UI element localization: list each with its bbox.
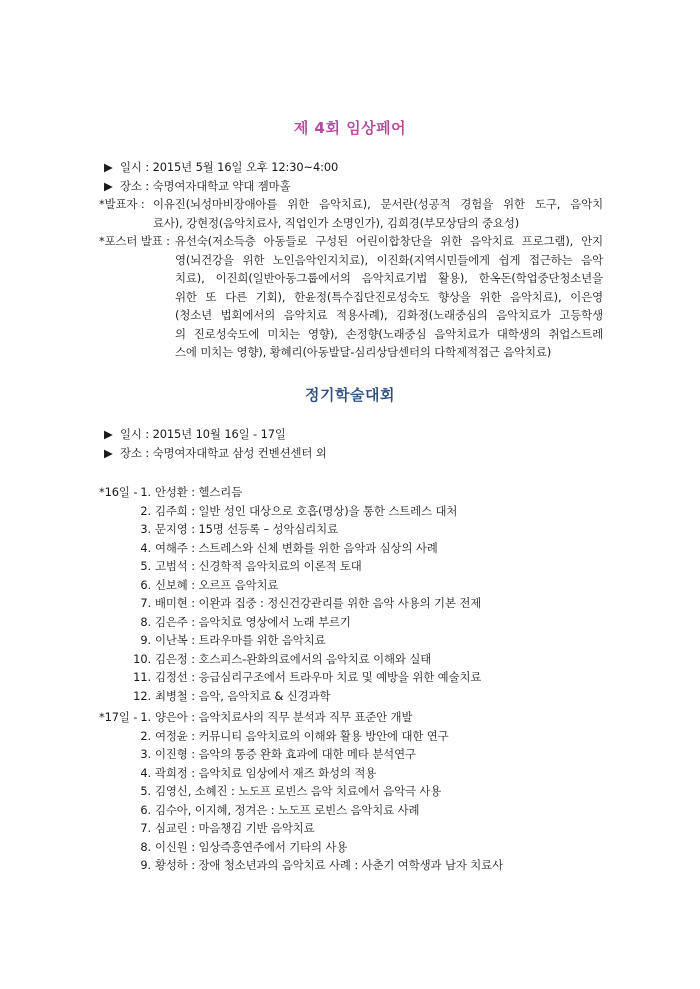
- poster-line: 의 진로성숙도에 미치는 영향), 손정향(노래중심 음악치료가 대학생의 취업스트레: [175, 326, 603, 341]
- list-item: [99, 613, 619, 632]
- list-item: [99, 782, 619, 801]
- triangle-bullet-icon: ▶: [104, 445, 113, 460]
- presenters-line: 료사), 강현정(음악치료사, 직업인가 소명인가), 김희경(부모상담의 중요성): [153, 215, 520, 230]
- item-text: 황성하 : 장애 청소년과의 음악치료 사례 : 사춘기 여학생과 남자 치료사: [155, 858, 503, 872]
- item-text: 안성환 : 헬스리듬: [155, 485, 243, 499]
- list-item: [99, 727, 619, 746]
- place-line: ▶ 장소 : 숙명여자대학교 약대 젬마홀: [104, 177, 604, 196]
- triangle-bullet-icon: ▶: [104, 160, 113, 174]
- item-number: 10.: [133, 651, 151, 666]
- item-text: 이난복 : 트라우마를 위한 음악치료: [155, 633, 326, 647]
- item-text: 김수아, 이지혜, 정겨은 : 노도프 로빈스 음악치료 사례: [155, 802, 420, 817]
- item-number: 8.: [140, 839, 151, 854]
- item-number: 7.: [140, 821, 151, 835]
- item-number: 7.: [140, 596, 151, 610]
- list-item: [99, 668, 619, 687]
- item-text: 여해주 : 스트레스와 신체 변화를 위한 음악과 심상의 사례: [155, 540, 438, 555]
- item-number: 3.: [140, 747, 151, 761]
- item-number: 8.: [140, 614, 151, 629]
- item-number: 12.: [133, 688, 151, 703]
- poster-line: (청소년 법회에서의 음악치료 적용사례), 김화정(노래중심의 음악치료가 고등학생: [175, 308, 603, 322]
- list-item: [99, 650, 619, 669]
- item-text: 최병철 : 음악, 음악치료 & 신경과학: [155, 688, 331, 703]
- list-item: [99, 764, 619, 783]
- item-number: 2.: [140, 728, 151, 743]
- list-item: [99, 483, 619, 502]
- item-text: 이진형 : 음악의 통증 완화 효과에 대한 메타 분석연구: [155, 747, 416, 761]
- list-item: [99, 576, 619, 595]
- item-number: 6.: [140, 802, 151, 817]
- item-text: 김은주 : 음악치료 영상에서 노래 부르기: [155, 614, 351, 629]
- item-text: 배미현 : 이완과 집중 : 정신건강관리를 위한 음악 사용의 기본 전제: [155, 596, 482, 610]
- list-item: [99, 557, 619, 576]
- presenters-label: *발표자 :: [99, 197, 145, 211]
- item-number: 4.: [140, 765, 151, 780]
- poster-label: *포스터 발표 :: [99, 234, 170, 248]
- item-number: 2.: [140, 503, 151, 518]
- poster-line: 스에 미치는 영향), 황혜리(아동발달-심리상담센터의 다학제적접근 음악치료): [175, 345, 552, 359]
- list-item: [99, 856, 619, 875]
- day16-label: *16일 -: [99, 485, 138, 499]
- item-text: 양은아 : 음악치료사의 직무 분석과 직무 표준안 개발: [155, 710, 413, 724]
- day17-label: *17일 -: [99, 710, 138, 724]
- item-text: 김정선 : 응급심리구조에서 트라우마 치료 및 예방을 위한 예술치료: [155, 670, 482, 684]
- list-item: [99, 687, 619, 706]
- item-number: 1.: [140, 710, 151, 724]
- triangle-bullet-icon: ▶: [104, 427, 113, 441]
- item-text: 곽희정 : 음악치료 임상에서 재즈 화성의 적용: [155, 765, 377, 780]
- item-number: 5.: [140, 784, 151, 798]
- item-text: 심교린 : 마음챙김 기반 음악치료: [155, 821, 315, 835]
- list-item: [99, 708, 619, 727]
- item-number: 9.: [140, 633, 151, 647]
- triangle-bullet-icon: ▶: [104, 178, 113, 193]
- item-number: 1.: [140, 485, 151, 499]
- item-text: 문지영 : 15명 선등록 – 성악심리치료: [155, 522, 338, 536]
- item-text: 신보혜 : 오르프 음악치료: [155, 577, 279, 592]
- date-line: ▶ 일시 : 2015년 5월 16일 오후 12:30~4:00: [104, 158, 604, 177]
- list-item: [99, 594, 619, 613]
- section2-title: 정기학술대회: [305, 386, 395, 404]
- poster-line: 치료), 이진희(일반아동그룹에서의 음악치료기법 활용), 한옥돈(학업중단청소년을: [175, 271, 603, 285]
- item-text: 여정윤 : 커뮤니티 음악치료의 이해와 활용 방안에 대한 연구: [155, 728, 449, 743]
- date-line: ▶ 일시 : 2015년 10월 16일 - 17일: [104, 425, 604, 444]
- list-item: [99, 801, 619, 820]
- section1-info: [104, 158, 604, 195]
- poster-line: 위한 또 다른 기회), 한윤정(특수집단진로성숙도 향상을 위한 음악치료), 이은영: [175, 289, 603, 304]
- item-text: 이신원 : 임상즉흥연주에서 기타의 사용: [155, 839, 348, 854]
- item-number: 3.: [140, 522, 151, 536]
- list-item: [99, 502, 619, 521]
- item-text: 고범석 : 신경학적 음악치료의 이론적 토대: [155, 559, 362, 573]
- item-number: 5.: [140, 559, 151, 573]
- list-item: [99, 838, 619, 857]
- section2-info: [104, 425, 604, 462]
- item-number: 4.: [140, 540, 151, 555]
- item-number: 6.: [140, 577, 151, 592]
- section1-title: 제 4회 임상페어: [293, 119, 407, 137]
- item-text: 김주희 : 일반 성인 대상으로 호흡(명상)을 통한 스트레스 대처: [155, 503, 458, 518]
- presenters-line: 이유진(뇌성마비장애아를 위한 음악치료), 문서란(성공적 경험을 위한 도구, 음악치: [153, 197, 604, 211]
- place-line: ▶ 장소 : 숙명여자대학교 삼성 컨벤션센터 외: [104, 444, 604, 463]
- list-item: [99, 745, 619, 764]
- list-item: [99, 520, 619, 539]
- list-item: [99, 819, 619, 838]
- list-item: [99, 539, 619, 558]
- item-number: 9.: [140, 858, 151, 872]
- list-item: [99, 631, 619, 650]
- poster-line: 유선숙(저소득층 아동들로 구성된 어린이합창단을 위한 음악치료 프로그램), 안지: [175, 234, 603, 248]
- poster-line: 영(뇌건강을 위한 노인음악인지치료), 이진화(지역시민들에게 쉽게 접근하는 음악: [175, 252, 603, 267]
- item-number: 11.: [133, 670, 151, 684]
- item-text: 김영신, 소혜진 : 노도프 로빈스 음악 치료에서 음악극 사용: [155, 784, 442, 798]
- item-text: 김은정 : 호스피스-완화의료에서의 음악치료 이해와 실태: [155, 651, 432, 666]
